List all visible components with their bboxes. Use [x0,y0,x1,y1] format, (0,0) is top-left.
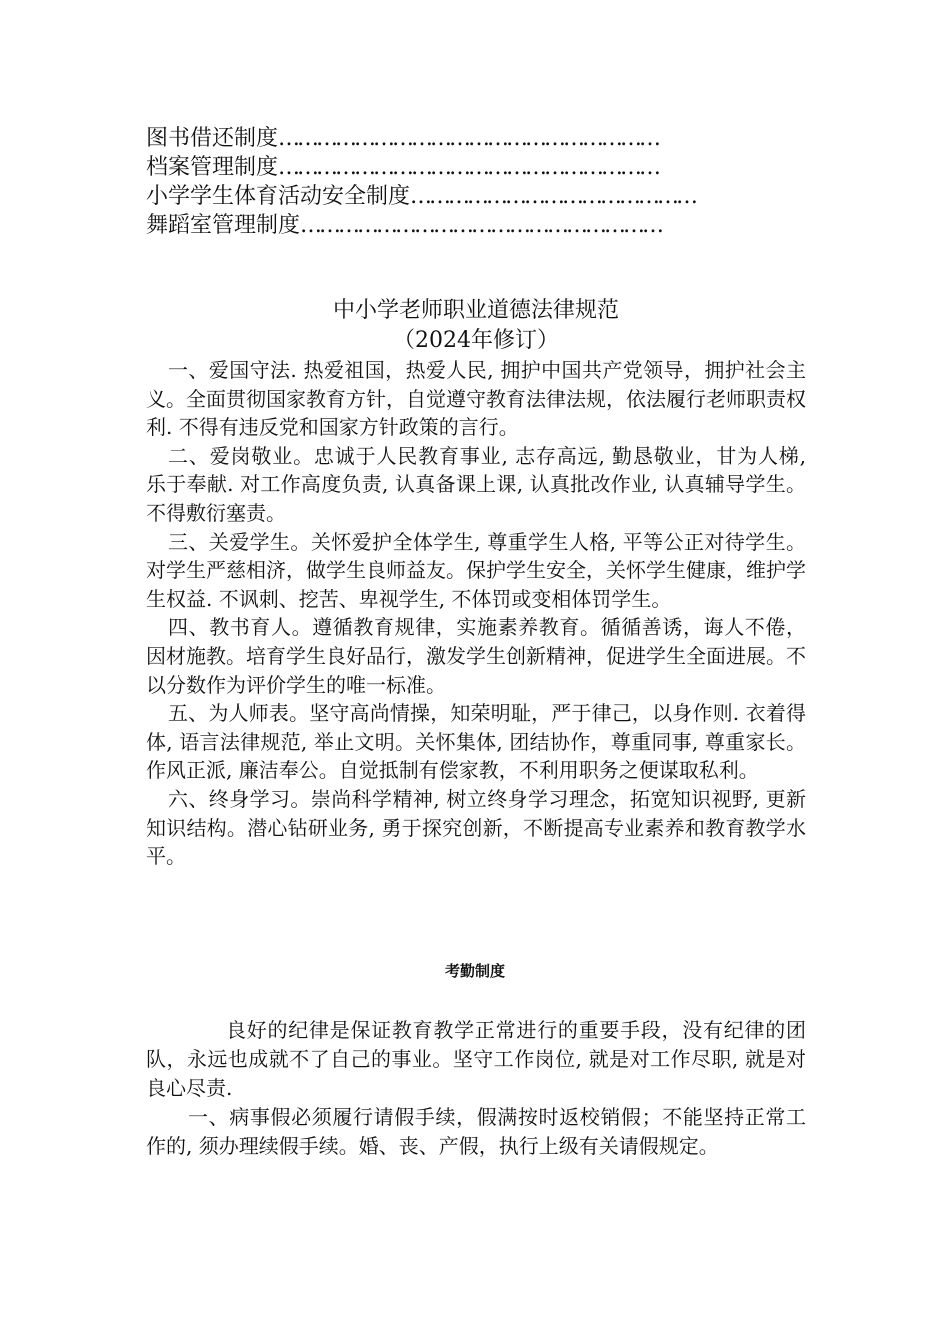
toc-leader-dots: ………………………………………………… [300,213,662,238]
toc-leader-dots: …………………………………………………… [278,155,659,180]
toc-leader-dots: …………………………………………………… [278,126,659,151]
toc-entry-label: 档案管理制度 [146,155,279,180]
toc-entry[interactable] [146,182,786,211]
ethics-paragraph: 五、为人师表。坚守高尚情操，知荣明耻，严于律己，以身作则. 衣着得体, 语言法律规范, 举止文明。关怀集体, 团结协作，尊重同事, 尊重家长。作风正派, 廉洁奉公。自觉抵制有偿家教，不利用职务之便谋取私利。 [146,701,806,783]
toc-entry-label: 图书借还制度 [146,126,279,151]
attendance-section [146,1016,806,1161]
toc-entry[interactable] [146,153,786,182]
toc-entry-label: 小学学生体育活动安全制度 [146,184,411,209]
attendance-intro: 良好的纪律是保证教育教学正常进行的重要手段，没有纪律的团队，永远也成就不了自己的事业。坚守工作岗位, 就是对工作尽职, 就是对良心尽责. [146,1018,806,1100]
toc-leader-dots: ……………………………………… [410,184,696,209]
ethics-paragraph: 一、爱国守法. 热爱祖国，热爱人民, 拥护中国共产党领导，拥护社会主义。全面贯彻国家教育方针，自觉遵守教育法律法规，依法履行老师职责权利. 不得有违反党和国家方针政策的言行。 [146,358,806,440]
toc-entry[interactable] [146,124,786,153]
attendance-heading: 考勤制度 [444,962,505,980]
ethics-paragraph: 二、爱岗敬业。忠诚于人民教育事业, 志存高远, 勤恳敬业，甘为人梯, 乐于奉献. 对工作高度负责, 认真备课上课, 认真批改作业, 认真辅导学生。不得敷衍塞责。 [146,443,806,525]
code-of-ethics-section [146,296,806,871]
section-title: 中小学老师职业道德法律规范 [332,298,619,323]
section-subtitle: （2024年修订） [393,328,559,353]
table-of-contents [146,124,786,240]
ethics-paragraph: 六、终身学习。崇尚科学精神, 树立终身学习理念，拓宽知识视野, 更新知识结构。潜心钻研业务, 勇于探究创新，不断提高专业素养和教育教学水平。 [146,786,806,869]
ethics-paragraph: 三、关爱学生。关怀爱护全体学生, 尊重学生人格, 平等公正对待学生。对学生严慈相济，做学生良师益友。保护学生安全，关怀学生健康，维护学生权益. 不讽刺、挖苦、卑视学生, 不体罚或变相体罚学生。 [146,529,806,611]
toc-entry[interactable] [146,211,786,240]
ethics-paragraph: 四、教书育人。遵循教育规律，实施素养教育。循循善诱，诲人不倦，因材施教。培育学生良好品行，激发学生创新精神，促进学生全面进展。不以分数作为评价学生的唯一标准。 [146,615,806,697]
toc-entry-label: 舞蹈室管理制度 [146,213,301,238]
attendance-item: 一、病事假必须履行请假手续，假满按时返校销假；不能坚持正常工作的, 须办理续假手续。婚、丧、产假，执行上级有关请假规定。 [146,1105,806,1158]
